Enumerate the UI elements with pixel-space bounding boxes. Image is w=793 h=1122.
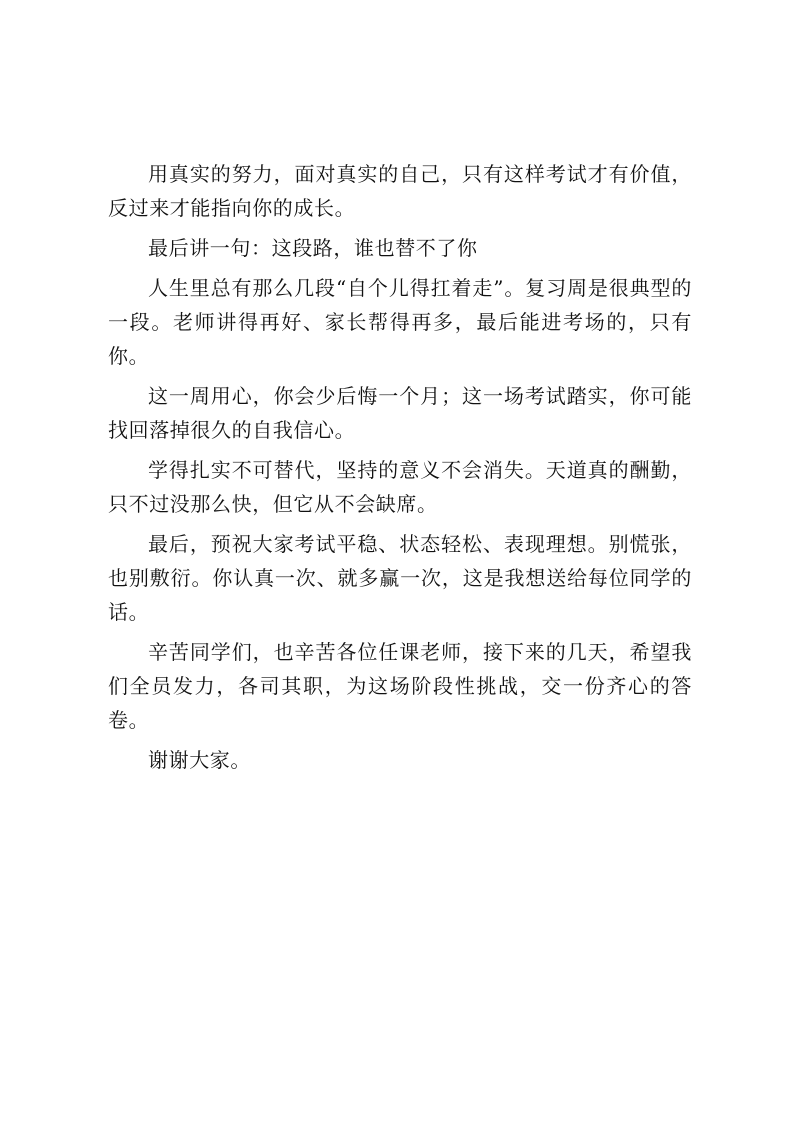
paragraph-5: 最后，预祝大家考试平稳、状态轻松、表现理想。别慌张，也别敷衍。你认真一次、就多赢一次，这是我想送给每位同学的话。 <box>108 532 692 624</box>
paragraph-3: 这一周用心，你会少后悔一个月；这一场考试踏实，你可能找回落掉很久的自我信心。 <box>108 384 692 442</box>
document-body <box>108 157 692 783</box>
paragraph-2: 人生里总有那么几段“自个儿得扛着走”。复习周是很典型的一段。老师讲得再好、家长帮得再多，最后能进考场的，只有你。 <box>108 276 692 368</box>
paragraph-4: 学得扎实不可替代，坚持的意义不会消失。天道真的酬勤，只不过没那么快，但它从不会缺席。 <box>108 458 692 516</box>
paragraph-1: 用真实的努力，面对真实的自己，只有这样考试才有价值，反过来才能指向你的成长。 <box>108 162 692 220</box>
section-heading: 最后讲一句：这段路，谁也替不了你 <box>148 236 478 260</box>
closing-line: 谢谢大家。 <box>148 748 251 772</box>
paragraph-6: 辛苦同学们，也辛苦各位任课老师，接下来的几天，希望我们全员发力，各司其职，为这场阶段性挑战，交一份齐心的答卷。 <box>108 640 692 732</box>
